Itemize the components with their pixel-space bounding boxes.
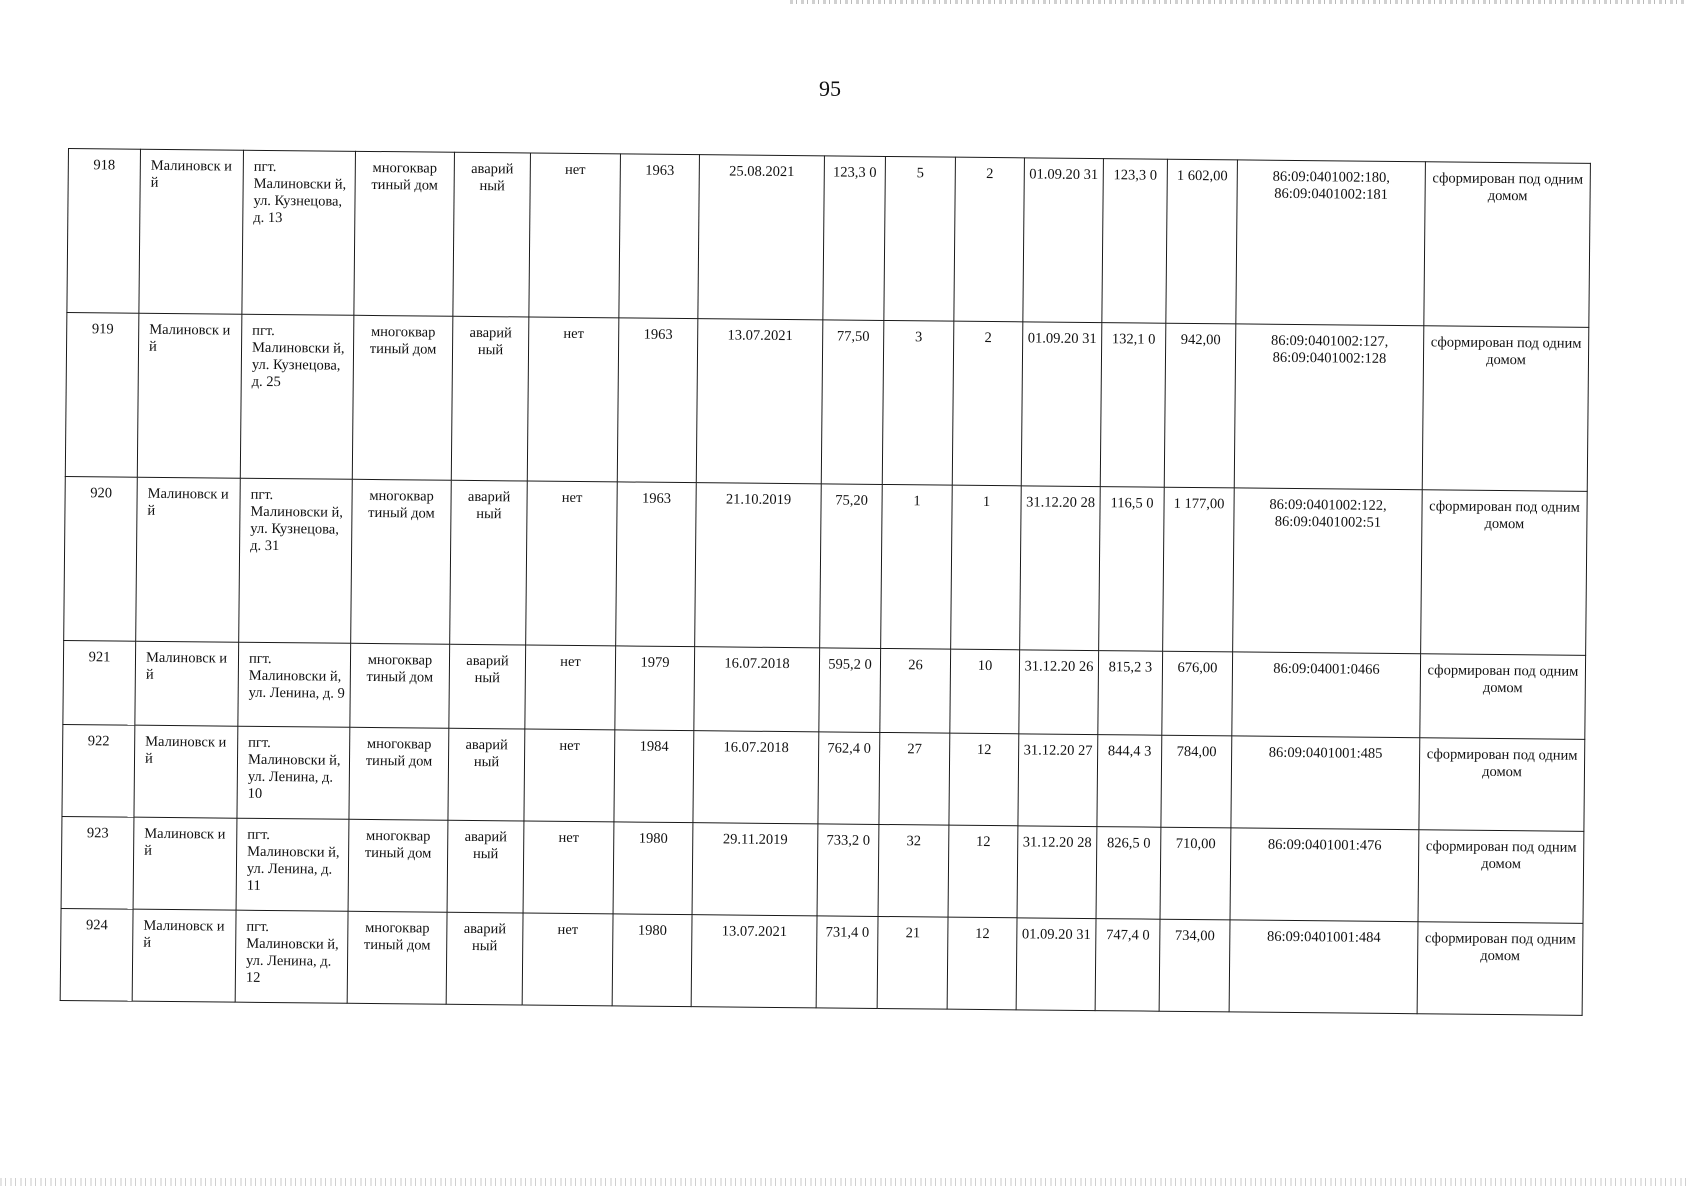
cadastral-number-cell: 86:09:0401002:127, 86:09:0401002:128 [1234, 324, 1424, 490]
condition-cell: аварий ный [448, 728, 525, 821]
recognition-date-cell: 21.10.2019 [695, 483, 822, 648]
building-type-cell: многоквар тиный дом [347, 911, 447, 1004]
land-area-cell: 710,00 [1160, 827, 1231, 920]
build-year-cell: 1963 [617, 318, 698, 483]
row-number-cell: 919 [65, 312, 139, 477]
area-cell: 731,4 0 [816, 916, 878, 1009]
municipality-cell: Малиновск ий [132, 909, 236, 1002]
deadline-cell: 01.09.20 31 [1023, 158, 1104, 323]
building-type-cell: многоквар тиный дом [349, 727, 449, 820]
row-number-cell: 923 [61, 816, 134, 909]
land-status-cell: сформирован под одним домом [1421, 490, 1588, 656]
land-area-cell: 734,00 [1159, 919, 1230, 1012]
build-year-cell: 1980 [612, 914, 692, 1007]
flag-cell: нет [524, 729, 615, 822]
units-cell: 1 [951, 485, 1022, 650]
flag-cell: нет [523, 821, 614, 914]
row-number-cell: 920 [64, 476, 138, 641]
recognition-date-cell: 16.07.2018 [693, 731, 819, 824]
flag-cell: нет [526, 481, 618, 646]
cadastral-number-cell: 86:09:0401001:484 [1229, 920, 1418, 1014]
row-number-cell: 924 [60, 908, 133, 1001]
building-type-cell: многоквар тиный дом [350, 643, 450, 728]
address-cell: пгт. Малиновски й, ул. Ленина, д. 10 [237, 726, 350, 819]
municipality-cell: Малиновск ий [137, 313, 242, 478]
total-area-cell: 132,1 0 [1100, 323, 1166, 488]
residents-cell: 27 [879, 732, 950, 825]
cadastral-number-cell: 86:09:0401001:485 [1231, 736, 1420, 830]
units-cell: 12 [948, 825, 1018, 918]
build-year-cell: 1963 [619, 154, 700, 319]
residents-cell: 3 [882, 320, 954, 485]
total-area-cell: 844,4 3 [1097, 735, 1162, 828]
residents-cell: 5 [884, 156, 956, 321]
area-cell: 77,50 [821, 320, 884, 485]
total-area-cell: 116,5 0 [1099, 487, 1165, 652]
land-status-cell: сформирован под одним домом [1419, 738, 1585, 832]
land-area-cell: 1 177,00 [1163, 487, 1235, 652]
units-cell: 12 [947, 917, 1017, 1010]
residents-cell: 32 [878, 824, 949, 917]
address-cell: пгт. Малиновски й, ул. Ленина, д. 12 [235, 910, 348, 1003]
residents-cell: 21 [877, 916, 948, 1009]
flag-cell: нет [529, 153, 621, 318]
building-type-cell: многоквар тиный дом [348, 819, 448, 912]
table-row [63, 640, 1586, 739]
building-type-cell: многоквар тиный дом [354, 151, 455, 316]
residents-cell: 1 [881, 484, 953, 649]
building-type-cell: многоквар тиный дом [352, 315, 453, 480]
municipality-cell: Малиновск ий [136, 477, 241, 642]
municipality-cell: Малиновск ий [134, 725, 238, 818]
municipality-cell: Малиновск ий [135, 641, 239, 726]
land-status-cell: сформирован под одним домом [1422, 326, 1589, 492]
address-cell: пгт. Малиновски й, ул. Кузнецова, д. 31 [239, 478, 353, 643]
recognition-date-cell: 16.07.2018 [694, 647, 820, 732]
municipality-cell: Малиновск ий [133, 817, 237, 910]
build-year-cell: 1979 [615, 646, 695, 731]
deadline-cell: 31.12.20 27 [1018, 734, 1098, 827]
land-area-cell: 784,00 [1161, 735, 1232, 828]
row-number-cell: 922 [62, 724, 135, 817]
units-cell: 2 [954, 157, 1025, 322]
condition-cell: аварий ный [446, 912, 523, 1005]
recognition-date-cell: 13.07.2021 [691, 915, 817, 1008]
recognition-date-cell: 29.11.2019 [692, 823, 818, 916]
scan-edge-bottom [0, 1178, 1686, 1186]
condition-cell: аварий ный [447, 820, 524, 913]
row-number-cell: 918 [67, 149, 141, 314]
area-cell: 733,2 0 [817, 824, 879, 917]
address-cell: пгт. Малиновски й, ул. Ленина, д. 9 [238, 642, 351, 727]
table-row [64, 476, 1588, 655]
total-area-cell: 123,3 0 [1102, 159, 1168, 324]
land-area-cell: 942,00 [1164, 323, 1236, 488]
total-area-cell: 747,4 0 [1095, 919, 1160, 1012]
total-area-cell: 826,5 0 [1096, 827, 1161, 920]
deadline-cell: 31.12.20 28 [1020, 486, 1101, 651]
land-area-cell: 1 602,00 [1166, 159, 1238, 324]
condition-cell: аварий ный [449, 644, 526, 729]
units-cell: 12 [949, 733, 1019, 826]
address-cell: пгт. Малиновски й, ул. Кузнецова, д. 13 [242, 150, 356, 315]
land-status-cell: сформирован под одним домом [1417, 922, 1583, 1016]
deadline-cell: 31.12.20 28 [1017, 826, 1097, 919]
flag-cell: нет [525, 645, 616, 730]
land-status-cell: сформирован под одним домом [1424, 162, 1591, 328]
address-cell: пгт. Малиновски й, ул. Кузнецова, д. 25 [240, 314, 354, 479]
condition-cell: аварий ный [453, 152, 531, 317]
build-year-cell: 1963 [616, 482, 697, 647]
table-row [61, 816, 1584, 923]
land-status-cell: сформирован под одним домом [1418, 830, 1584, 924]
table-row [60, 908, 1583, 1015]
units-cell: 2 [952, 321, 1023, 486]
cadastral-number-cell: 86:09:0401001:476 [1230, 828, 1419, 922]
scan-edge-top [790, 0, 1686, 4]
condition-cell: аварий ный [451, 316, 529, 481]
table-row [62, 724, 1585, 831]
land-area-cell: 676,00 [1162, 651, 1233, 736]
condition-cell: аварий ный [450, 480, 528, 645]
housing-table [60, 148, 1591, 1016]
address-cell: пгт. Малиновски й, ул. Ленина, д. 11 [236, 818, 349, 911]
area-cell: 762,4 0 [818, 732, 880, 825]
deadline-cell: 01.09.20 31 [1021, 322, 1102, 487]
cadastral-number-cell: 86:09:0401002:122, 86:09:0401002:51 [1233, 488, 1423, 654]
municipality-cell: Малиновск ий [139, 149, 244, 314]
recognition-date-cell: 13.07.2021 [696, 319, 823, 484]
deadline-cell: 31.12.20 26 [1019, 650, 1099, 735]
table-row [67, 149, 1591, 328]
build-year-cell: 1984 [614, 730, 694, 823]
build-year-cell: 1980 [613, 822, 693, 915]
total-area-cell: 815,2 3 [1098, 651, 1163, 736]
land-status-cell: сформирован под одним домом [1420, 654, 1586, 740]
units-cell: 10 [950, 649, 1020, 734]
area-cell: 595,2 0 [819, 648, 881, 733]
flag-cell: нет [527, 317, 619, 482]
residents-cell: 26 [880, 648, 951, 733]
cadastral-number-cell: 86:09:04001:0466 [1232, 652, 1421, 738]
recognition-date-cell: 25.08.2021 [698, 155, 825, 320]
building-type-cell: многоквар тиный дом [351, 479, 452, 644]
flag-cell: нет [522, 913, 613, 1006]
area-cell: 75,20 [820, 484, 883, 649]
housing-table-container [60, 148, 1590, 1016]
row-number-cell: 921 [63, 640, 136, 725]
cadastral-number-cell: 86:09:0401002:180, 86:09:0401002:181 [1236, 160, 1426, 326]
table-row [65, 312, 1589, 491]
deadline-cell: 01.09.20 31 [1016, 918, 1096, 1011]
area-cell: 123,3 0 [823, 156, 886, 321]
page-number: 95 [819, 76, 841, 101]
